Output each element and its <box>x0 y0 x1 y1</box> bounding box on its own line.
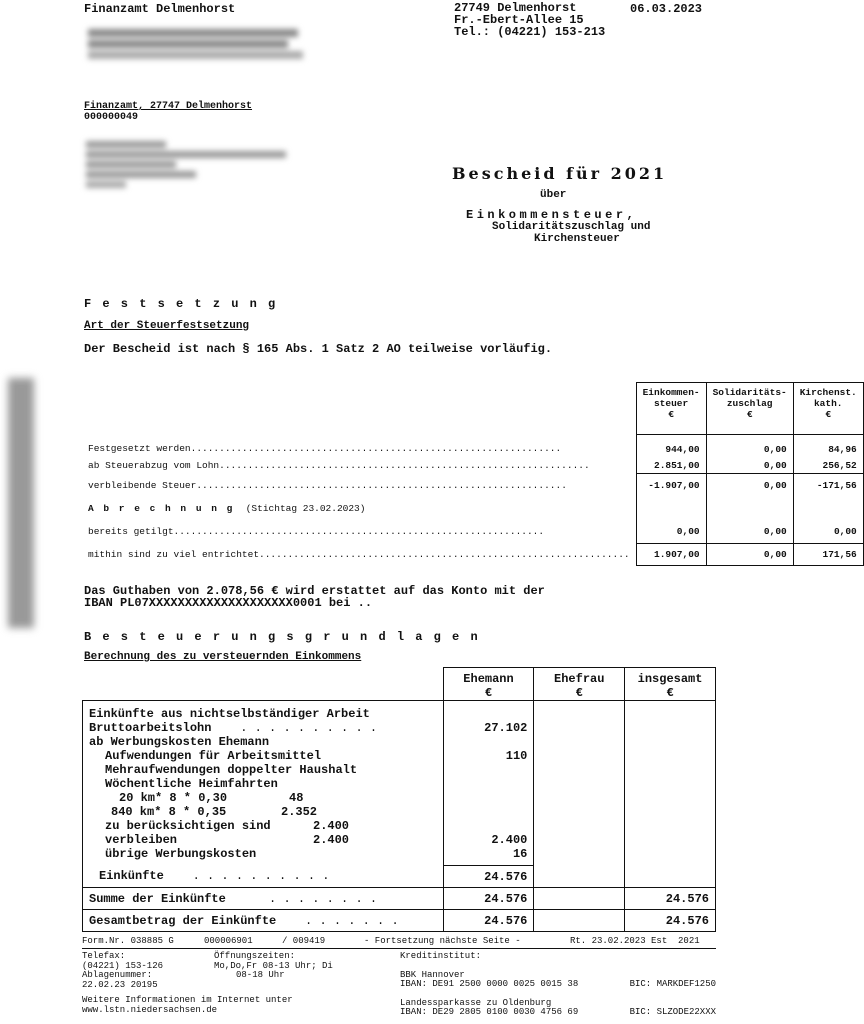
document-date: 06.03.2023 <box>630 2 703 16</box>
col-header-currency: € <box>666 686 674 700</box>
title-tax-soli: Solidaritätszuschlag und <box>492 221 651 233</box>
document-title: Bescheid für 2021 <box>452 164 668 183</box>
section-festsetzung: F e s t s e t z u n g <box>84 297 278 311</box>
telefax-label: Telefax: <box>82 951 126 961</box>
row-label: 840 km* 8 * 0,35 <box>111 805 227 819</box>
table-row <box>83 763 716 777</box>
address-line: 27749 Delmenhorst <box>454 1 577 15</box>
table-row <box>82 544 863 566</box>
value-ehemann: 2.400 <box>443 833 534 847</box>
value-est: 1.907,00 <box>636 544 706 566</box>
row-label-verbleibend: verbleibende Steuer................................................................. <box>88 480 567 491</box>
footer-contact <box>82 952 163 990</box>
col-header-currency: € <box>825 409 832 420</box>
footer-bank <box>400 952 716 1018</box>
bank-bic: BIC: MARKDEF1250 <box>629 979 716 989</box>
table-row <box>83 701 716 722</box>
row-label: verbleiben <box>105 833 178 847</box>
footer-info <box>82 996 293 1015</box>
leader-dots: . . . . . . . . <box>269 891 378 906</box>
table-row <box>83 777 716 791</box>
col-kirchensteuer <box>793 383 863 435</box>
table-row <box>83 735 716 749</box>
intermediate-value: 2.352 <box>281 805 318 819</box>
redacted-recipient <box>86 138 306 186</box>
value-ehemann: 27.102 <box>443 721 534 735</box>
table-row <box>83 791 716 805</box>
row-label: Bruttoarbeitslohn <box>89 721 212 735</box>
col-header-line: steuer <box>653 398 689 409</box>
phone-line: Tel.: (04221) 153-213 <box>454 25 606 39</box>
redacted-margin <box>8 378 34 628</box>
refund-note <box>84 585 545 609</box>
row-label: 20 km* 8 * 0,30 <box>119 791 228 805</box>
value-est: 0,00 <box>636 520 706 544</box>
col-einkommensteuer <box>636 383 706 435</box>
row-label: ab Werbungskosten Ehemann <box>83 735 444 749</box>
row-label: übrige Werbungskosten <box>83 847 444 866</box>
row-label: Summe der Einkünfte <box>89 891 226 906</box>
value-soli: 0,00 <box>706 544 793 566</box>
value-ehemann: 24.576 <box>443 866 534 888</box>
col-header-currency: € <box>668 409 674 420</box>
bank-iban: IBAN: DE91 2500 0000 0025 0015 38 <box>400 979 579 989</box>
hours-line: 08-18 Uhr <box>236 970 285 980</box>
col-header-line: zuschlag <box>726 398 773 409</box>
col-header-line: Ehefrau <box>554 672 605 686</box>
col-soli <box>706 383 793 435</box>
footer-hours <box>214 952 333 981</box>
table-row <box>83 749 716 763</box>
subheading-berechnung: Berechnung des zu versteuernden Einkommens <box>84 651 362 663</box>
value-kist: 84,96 <box>793 435 863 458</box>
row-label: Einkünfte aus nichtselbständiger Arbeit <box>83 701 444 722</box>
office-address <box>454 2 605 38</box>
value-soli: 0,00 <box>706 520 793 544</box>
leader-dots: . . . . . . . . . . <box>192 869 330 884</box>
value-ehemann: 24.576 <box>443 888 534 910</box>
continuation-note: - Fortsetzung nächste Seite - <box>364 936 521 946</box>
row-label: Aufwendungen für Arbeitsmittel <box>83 749 444 763</box>
col-ehemann <box>443 668 534 701</box>
ablage-label: Ablagenummer: <box>82 970 153 980</box>
leader-dots: . . . . . . . <box>305 913 399 928</box>
table-row <box>83 866 716 888</box>
title-ueber: über <box>540 189 567 201</box>
tax-table <box>82 382 864 566</box>
table-row <box>83 910 716 932</box>
table-row <box>83 721 716 735</box>
income-table <box>82 667 716 932</box>
value-est: 944,00 <box>636 435 706 458</box>
footer-number: / 009419 <box>282 936 326 946</box>
value-ehemann: 16 <box>443 847 534 866</box>
value-kist: 256,52 <box>793 457 863 474</box>
address-line: Fr.-Ebert-Allee 15 <box>454 13 584 27</box>
value-est: 2.851,00 <box>636 457 706 474</box>
value-soli: 0,00 <box>706 474 793 498</box>
value-ehemann: 24.576 <box>443 910 534 932</box>
table-row <box>83 819 716 833</box>
col-header-line: Ehemann <box>463 672 514 686</box>
leader-dots: . . . . . . . . . . <box>240 721 378 735</box>
value-kist: 171,56 <box>793 544 863 566</box>
website-link[interactable]: www.lstn.niedersachsen.de <box>82 1004 218 1015</box>
row-label: Einkünfte <box>99 869 164 884</box>
info-line: Weitere Informationen im Internet unter <box>82 995 293 1005</box>
col-header-line: Solidaritäts- <box>712 387 787 398</box>
bank-iban: IBAN: DE29 2805 0100 0030 4756 69 <box>400 1007 579 1017</box>
refund-iban-line: IBAN PL07XXXXXXXXXXXXXXXXXXXX0001 bei .. <box>84 596 373 610</box>
refund-line: Das Guthaben von 2.078,56 € wird erstattet auf das Konto mit der <box>84 584 545 598</box>
col-header-line: kath. <box>813 398 843 409</box>
row-label: Wöchentliche Heimfahrten <box>83 777 444 791</box>
footer-date-ref: Rt. 23.02.2023 Est 2021 <box>570 936 700 946</box>
table-row <box>83 847 716 866</box>
abrechnung-stichtag: (Stichtag 23.02.2023) <box>245 503 366 514</box>
office-name: Finanzamt Delmenhorst <box>84 2 236 16</box>
footer-divider <box>82 948 716 949</box>
row-label-getilgt: bereits getilgt................................................................. <box>88 526 545 537</box>
col-ehefrau <box>534 668 625 701</box>
provisional-note: Der Bescheid ist nach § 165 Abs. 1 Satz 2 AO teilweise vorläufig. <box>84 342 553 356</box>
value-est: -1.907,00 <box>636 474 706 498</box>
hours-line: Mo,Do,Fr 08-13 Uhr; Di <box>214 960 333 971</box>
bank-bic: BIC: SLZODE22XXX <box>629 1007 716 1017</box>
intermediate-value: 2.400 <box>313 819 350 833</box>
table-row <box>82 457 863 474</box>
bank-name: Landessparkasse zu Oldenburg <box>400 997 552 1008</box>
row-label: zu berücksichtigen sind <box>105 819 271 833</box>
form-number: Form.Nr. 038885 G <box>82 936 174 946</box>
value-soli: 0,00 <box>706 457 793 474</box>
abrechnung-label: A b r e c h n u n g <box>88 503 235 514</box>
table-row <box>83 888 716 910</box>
table-row <box>82 435 863 458</box>
col-header-currency: € <box>575 686 583 700</box>
value-soli: 0,00 <box>706 435 793 458</box>
title-tax-income: Einkommensteuer, <box>466 208 638 222</box>
value-ehemann: 110 <box>443 749 534 763</box>
footer-number: 000006901 <box>204 936 253 946</box>
row-label: Mehraufwendungen doppelter Haushalt <box>83 763 444 777</box>
bank-name: BBK Hannover <box>400 969 465 980</box>
value-insgesamt: 24.576 <box>625 910 716 932</box>
table-row <box>83 805 716 819</box>
section-grundlagen: B e s t e u e r u n g s g r u n d l a g e n <box>84 630 480 644</box>
reference-number: 000000049 <box>84 112 139 123</box>
telefax-number: (04221) 153-126 <box>82 960 164 971</box>
subheading-art: Art der Steuerfestsetzung <box>84 320 250 332</box>
table-row <box>82 520 863 544</box>
title-tax-church: Kirchensteuer <box>534 233 620 245</box>
sender-line: Finanzamt, 27747 Delmenhorst <box>84 101 253 112</box>
col-header-line: Einkommen- <box>642 387 700 398</box>
col-header-line: insgesamt <box>637 672 703 686</box>
table-row <box>82 498 863 520</box>
intermediate-value: 2.400 <box>313 833 350 847</box>
table-row <box>82 474 863 498</box>
col-header-line: Kirchenst. <box>799 387 857 398</box>
col-insgesamt <box>625 668 716 701</box>
row-label-steuerabzug: ab Steuerabzug vom Lohn................................................................. <box>88 459 590 471</box>
row-label-festgesetzt: Festgesetzt werden................................................................. <box>88 443 562 455</box>
col-header-currency: € <box>484 686 493 700</box>
value-insgesamt: 24.576 <box>625 888 716 910</box>
col-header-currency: € <box>746 409 753 420</box>
redacted-block <box>88 26 308 68</box>
row-label-zuviel: mithin sind zu viel entrichtet................................................................. <box>88 549 630 560</box>
intermediate-value: 48 <box>289 791 304 805</box>
table-row <box>83 833 716 847</box>
value-kist: -171,56 <box>793 474 863 498</box>
bank-label: Kreditinstitut: <box>400 951 482 961</box>
value-kist: 0,00 <box>793 520 863 544</box>
row-label: Gesamtbetrag der Einkünfte <box>89 913 277 928</box>
ablage-number: 22.02.23 20195 <box>82 979 158 990</box>
hours-label: Öffnungszeiten: <box>214 951 296 961</box>
